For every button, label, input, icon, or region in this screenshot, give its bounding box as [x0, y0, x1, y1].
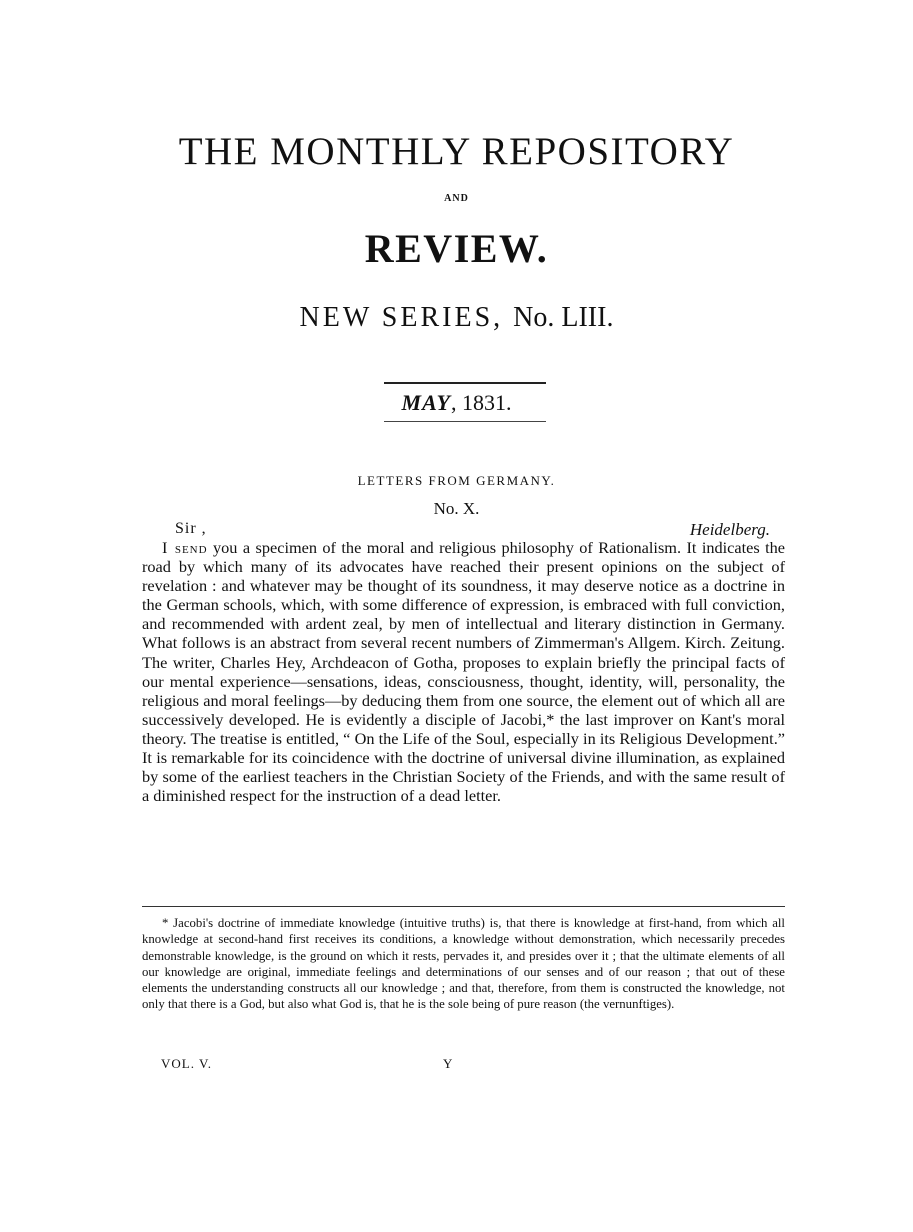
article-body-text: you a specimen of the moral and religious philosophy of Rationalism. It indicates the road by which many of its advocates have reached their present opinions on the subject of revelation : and whatever may be thought of its soundness, it may deserve notice as a doctrine in the German schools, which, with some difference of expression, is embraced with full conviction, and recommended with ardent zeal, by men of intellectual and literary distinction in Germany. What follows is an abstract from several recent numbers of Zimmerman's Allgem. Kirch. Zeitung. The writer, Charles Hey, Archdeacon of Gotha, proposes to explain briefly the principal facts of our mental experience—sensations, ideas, consciousness, thought, identity, will, personality, the religious and moral feelings—by deducing them from one source, the element out of which all are successively developed. He is evidently a disciple of Jacobi,* the last improver on Kant's moral theory. The treatise is entitled, “ On the Life of the Soul, especially in its Religious Development.” It is remarkable for its coincidence with the doctrine of universal divine illumination, as explained by some of the earliest teachers in the Christian Society of the Friends, and with the same result of a diminished respect for the instruction of a dead letter. [142, 538, 786, 806]
date-rule-bottom [384, 421, 546, 422]
signature-mark: Y [443, 1056, 453, 1071]
article-body [142, 538, 785, 805]
issue-date [0, 390, 913, 416]
journal-subtitle: REVIEW. [364, 226, 549, 271]
volume-mark: VOL. V. [161, 1056, 212, 1071]
series-line [0, 300, 913, 336]
journal-title: THE MONTHLY REPOSITORY [178, 130, 735, 173]
series-number: No. LIII. [513, 302, 614, 333]
article-lead: I send [162, 538, 208, 557]
series-prefix: NEW SERIES, [299, 302, 514, 333]
date-rule-top [384, 382, 546, 384]
place-line: Heidelberg. [689, 520, 770, 539]
issue-month: MAY [401, 390, 451, 415]
issue-year: , 1831. [450, 390, 512, 415]
title-conjunction: AND [444, 193, 469, 204]
article-number: No. X. [433, 499, 480, 518]
footnote: * Jacobi's doctrine of immediate knowledge (intuitive truths) is, that there is knowledge at first-hand, from which all knowledge at second-hand first receives its conditions, a knowledge without demonstration, which necessarily precedes demonstrable knowledge, is the ground on which it rests, pervades it, and presides over it ; that the ultimate elements of all our knowledge are original, immediate feelings and determinations of our senses and of our reason ; that out of these elements the understanding constructs all our knowledge ; and that, therefore, from them is constructed the knowledge, not only that there is a God, but also what God is, that he is the sole being of pure reason (the vernunftiges). [142, 916, 785, 1012]
article-title: LETTERS FROM GERMANY. [357, 473, 556, 488]
salutation: Sir , [175, 520, 207, 537]
footnote-rule [142, 906, 785, 907]
